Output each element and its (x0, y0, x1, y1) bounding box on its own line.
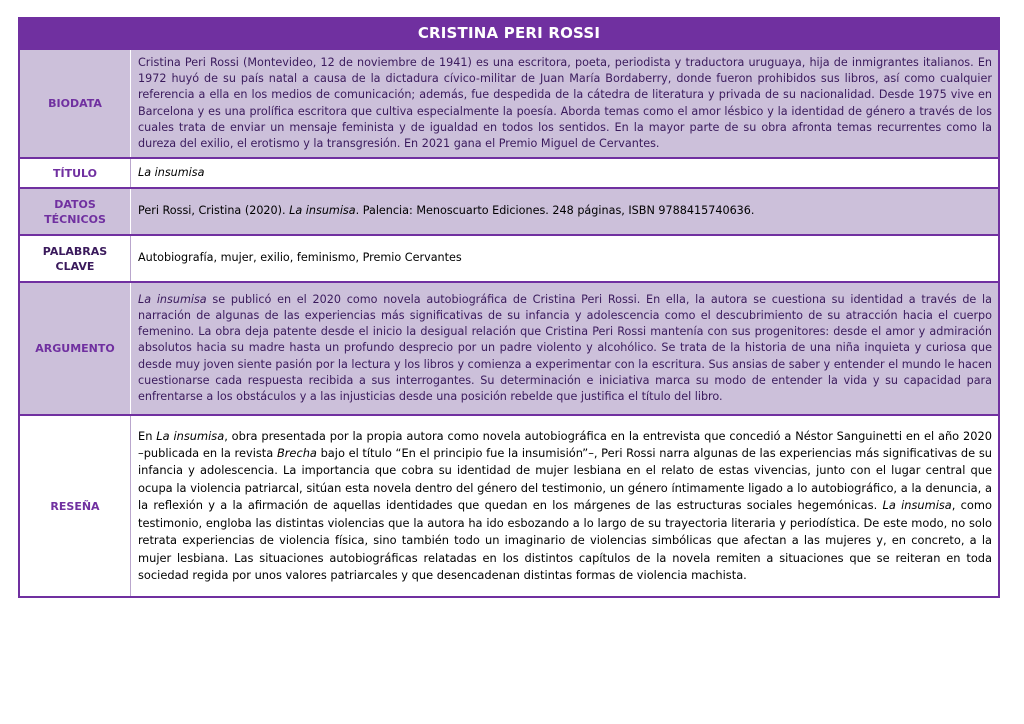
resena-text-1: En (138, 428, 157, 443)
value-biodata (131, 50, 998, 157)
value-argumento (131, 283, 998, 414)
argumento-text: se publicó en el 2020 como novela autobiográfica de Cristina Peri Rossi. En ella, la autora se cuestiona su identidad a través de la narración de algunas de las experiencias más significativas de su infancia y adolescencia como el descubrimiento de su atracción hacia el cuerpo femenino. La obra deja patente desde el inicio la desigual relación que Cristina Peri Rossi mantenía con sus progenitores: desde el amor y admiración absolutos hacia su madre hasta un profundo desprecio por un padre violento y alcohólico. Se trata de la historia de una niña inquieta y curiosa que desde muy joven siente pasión por la lectura y los libros y comienza a experimentar con la escritura. Sus ansias de saber y entender el mundo le hacen cuestionarse cada respuesta recibida a sus interrogantes. Su determinación e iniciativa marca su modo de entender la vida y su capacidad para enfrentarse a los obstáculos y a las injusticias desde una posición rebelde que justifica el título del libro. (138, 292, 993, 403)
datos-book-title: La insumisa (289, 204, 356, 218)
argumento-book-title: La insumisa (138, 292, 207, 306)
row-argumento (20, 283, 998, 416)
value-palabras-clave (131, 236, 998, 281)
row-titulo (20, 159, 998, 189)
info-sheet-table (18, 17, 1000, 598)
value-titulo (131, 159, 998, 187)
value-resena (131, 416, 998, 596)
datos-author: Peri Rossi, Cristina (2020). (138, 204, 290, 218)
label-biodata: BIODATA (20, 50, 131, 157)
datos-publication: . Palencia: Menoscuarto Ediciones. 248 páginas, ISBN 9788415740636. (355, 204, 755, 218)
label-resena: RESEÑA (20, 416, 131, 596)
row-resena (20, 416, 998, 596)
row-biodata (20, 50, 998, 159)
sheet-title: CRISTINA PERI ROSSI (20, 19, 998, 50)
row-datos-tecnicos (20, 189, 998, 236)
row-palabras-clave (20, 236, 998, 283)
titulo-text: La insumisa (138, 165, 205, 179)
resena-book-title-1: La insumisa (156, 428, 225, 443)
value-datos-tecnicos (131, 189, 998, 234)
resena-text-4: , como testimonio, engloba las distintas violencias que la autora ha ido esbozando a lo largo de su trayectoria literaria y periodística. De este modo, no solo retrata experiencias de violencia física, sino también todo un imaginario de violencias simbólicas que afectan a las mujeres y, en concreto, a la mujer lesbiana. Las situaciones autobiográficas relatadas en los distintos capítulos de la novela remiten a situaciones que se reiteran en toda sociedad regida por unos valores patriarcales y que desencadenan distintas formas de violencia machista. (138, 498, 992, 582)
resena-text-2: , obra presentada por la propia autora como novela autobiográfica en la entrevista que concedió a Néstor Sanguinetti en el año 2020 –publicada en la revista (138, 428, 992, 461)
biodata-text: Cristina Peri Rossi (Montevideo, 12 de noviembre de 1941) es una escritora, poeta, periodista y traductora uruguaya, hija de inmigrantes italianos. En 1972 huyó de su país natal a causa de la dictadura cívico-militar de Juan María Bordaberry, donde fueron prohibidos sus libros, así como cualquier referencia a ella en los medios de comunicación; además, fue despedida de la cátedra de literatura y privada de su nacionalidad. Desde 1975 vive en Barcelona y es una prolífica escritora que cultiva especialmente la poesía. Aborda temas como el amor lésbico y la identidad de género a través de los cuales trata de enviar un mensaje feminista y de igualdad en todos los sentidos. En la mayor parte de su obra afronta temas recurrentes como la dureza del exilio, el erotismo y la transgresión. En 2021 gana el Premio Miguel de Cervantes. (138, 55, 992, 150)
resena-text-3: bajo el título “En el principio fue la insumisión”–, Peri Rossi narra algunas de las experiencias más significativas de su infancia y adolescencia. La importancia que cobra su identidad de mujer lesbiana en el relato de estas vivencias, junto con el lugar central que ocupa la violencia patriarcal, sitúan esta novela dentro del género del testimonio, un género íntimamente ligado a lo autobiográfico, a la denuncia, a la reflexión y a la afirmación de aquellas identidades que quedan en los márgenes de las estructuras sociales hegemónicas. (138, 446, 992, 513)
resena-magazine-title: Brecha (276, 446, 317, 461)
label-datos-tecnicos: DATOS TÉCNICOS (20, 189, 131, 234)
label-palabras-clave: PALABRAS CLAVE (20, 236, 131, 281)
resena-book-title-2: La insumisa (882, 498, 952, 513)
label-titulo: TÍTULO (20, 159, 131, 187)
palabras-clave-text: Autobiografía, mujer, exilio, feminismo, Premio Cervantes (138, 251, 462, 265)
label-argumento: ARGUMENTO (20, 283, 131, 414)
